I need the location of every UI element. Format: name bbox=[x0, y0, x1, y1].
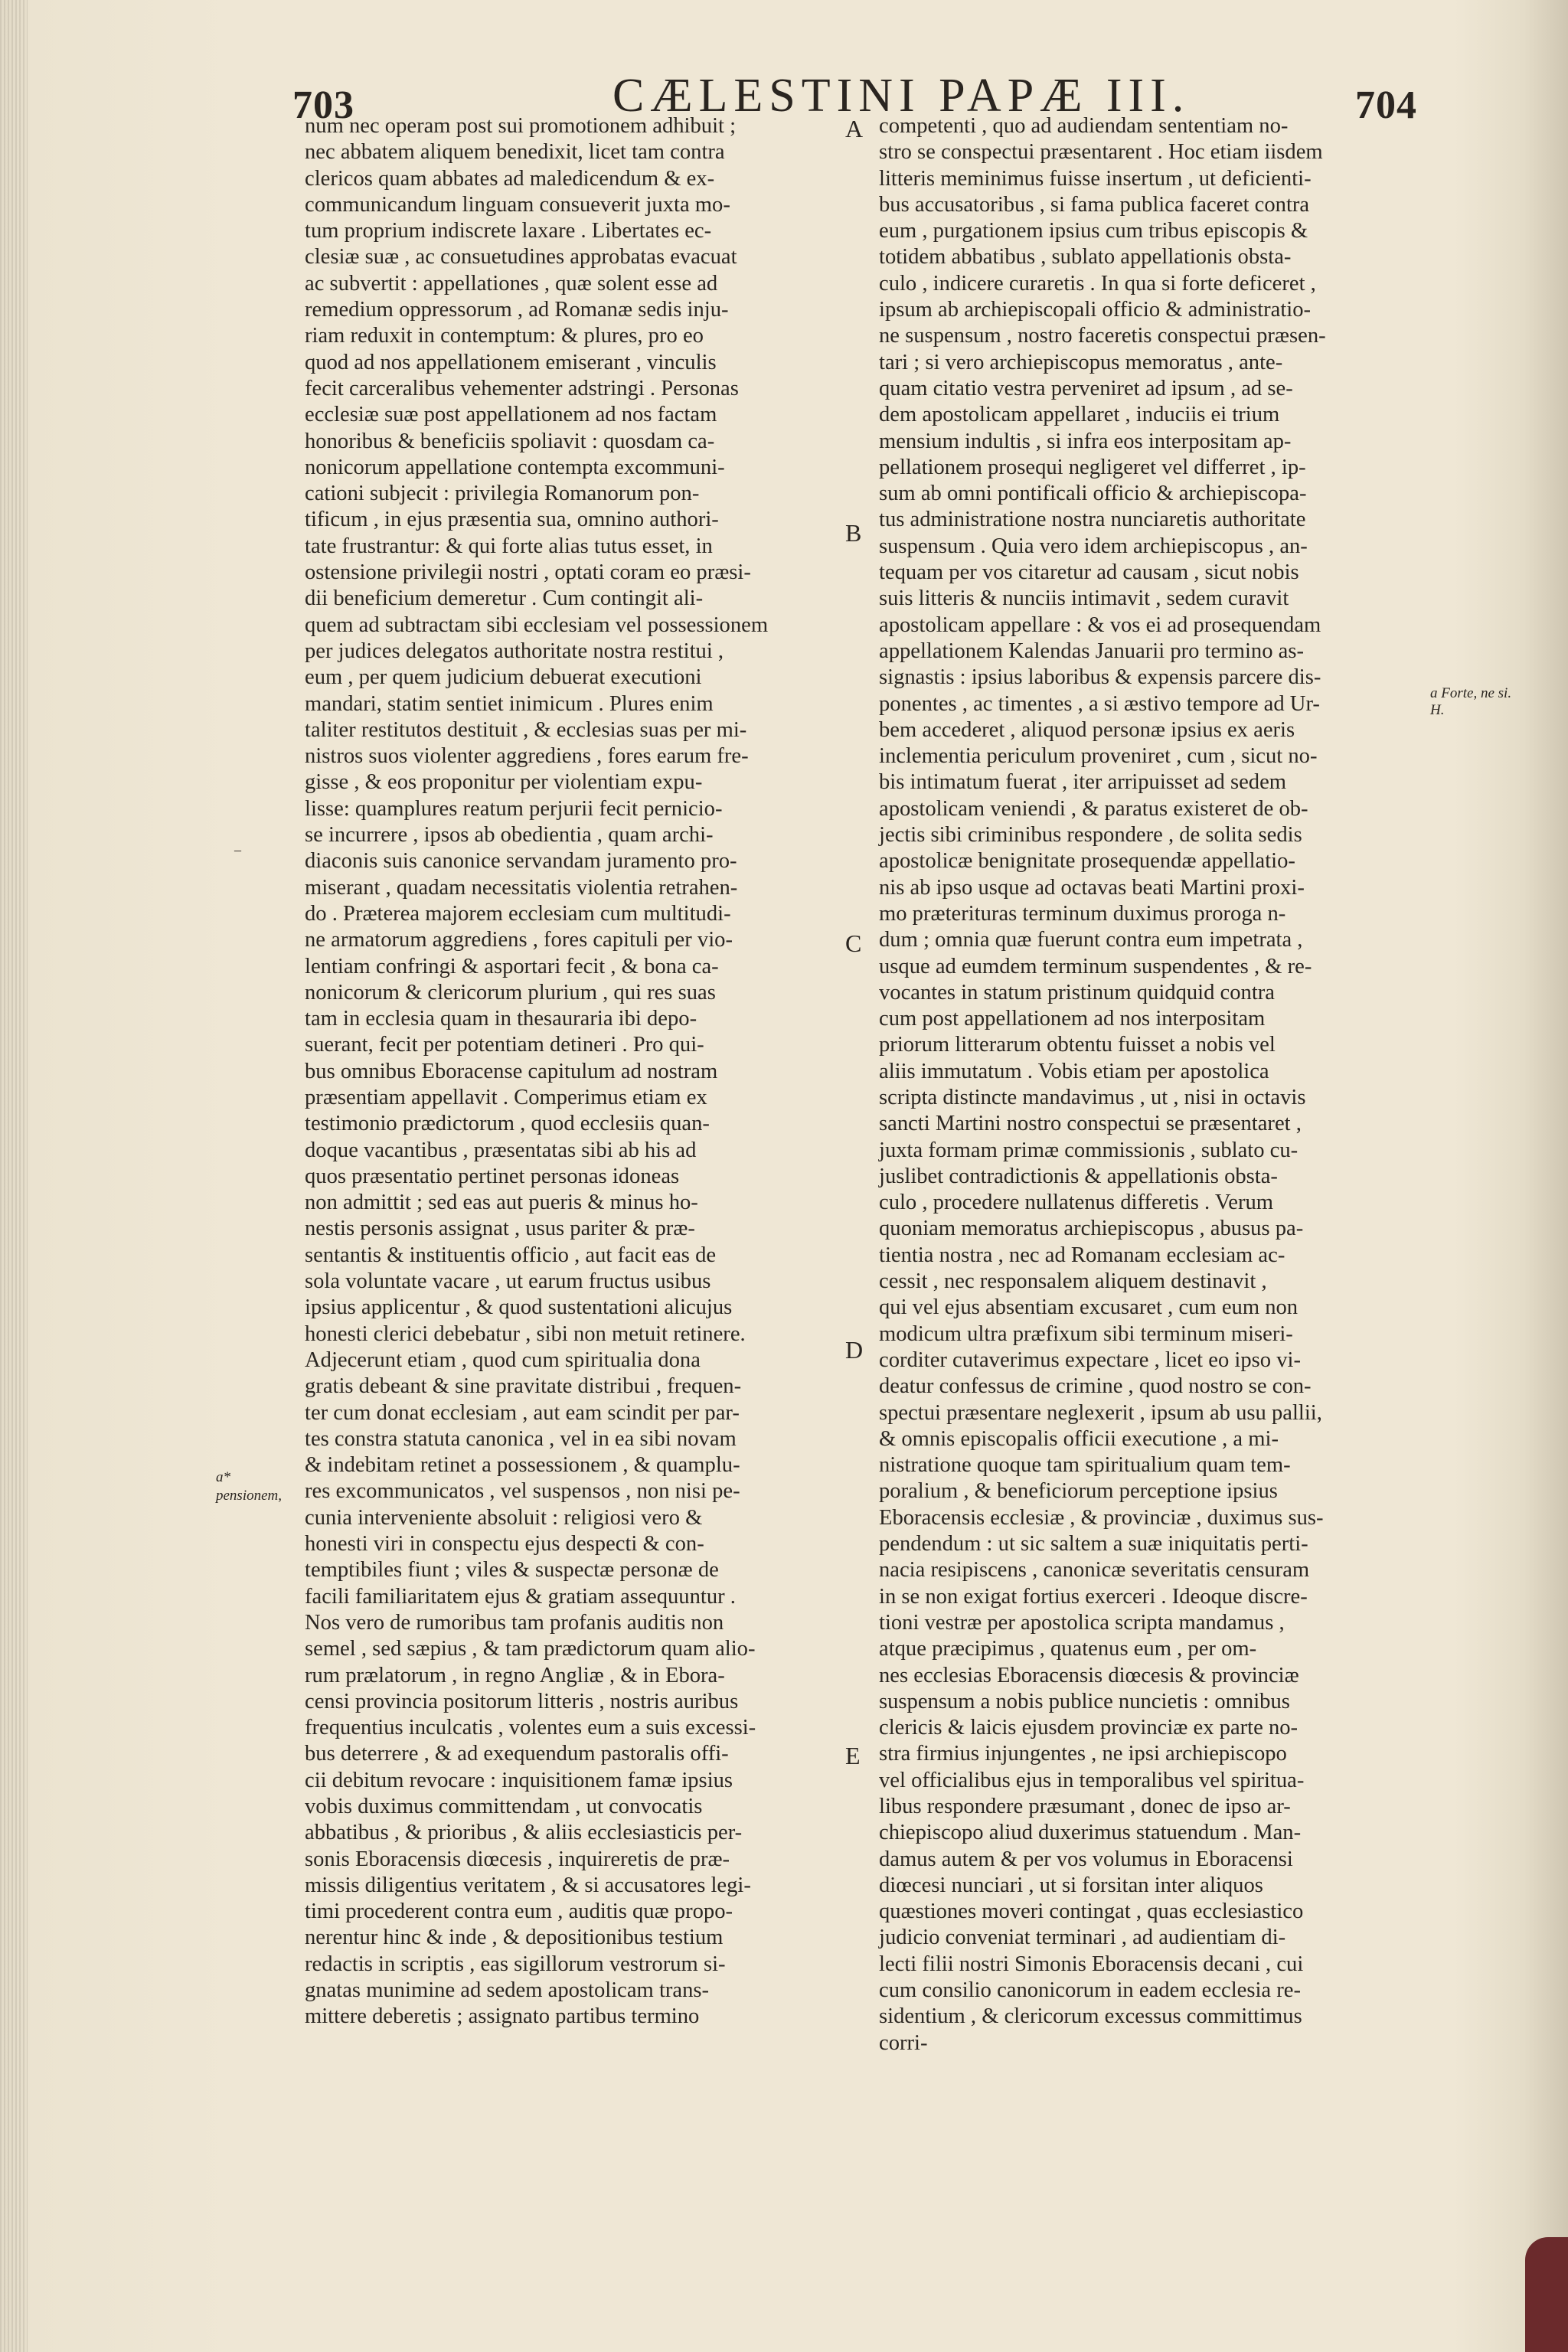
text-line: testimonio prædictorum , quod ecclesiis quan- bbox=[305, 1112, 710, 1136]
text-line: suspensum a nobis publice nuncietis : omnibus bbox=[879, 1689, 1290, 1713]
text-line: nerentur hinc & inde , & depositionibus testium bbox=[305, 1926, 724, 1950]
text-line: missis diligentius veritatem , & si accusatores legi- bbox=[305, 1873, 751, 1897]
section-marker-a: A bbox=[845, 115, 864, 142]
text-line: ipsum ab archiepiscopali officio & administratio- bbox=[879, 298, 1312, 322]
text-line: corri- bbox=[879, 2030, 928, 2055]
text-line: tientia nostra , nec ad Romanam ecclesiam ac- bbox=[879, 1243, 1285, 1267]
text-line: sola voluntate vacare , ut earum fructus usibus bbox=[305, 1269, 711, 1294]
text-line: ostensione privilegii nostri , optati coram eo præsi- bbox=[305, 560, 751, 585]
text-line: jectis sibi criminibus respondere , de solita sedis bbox=[879, 823, 1302, 848]
text-line: nonicorum appellatione contempta excommuni- bbox=[305, 455, 725, 479]
text-line: bem accederet , aliquod personæ ipsius ex aeris bbox=[879, 717, 1295, 742]
page-number-left: 703 bbox=[292, 83, 354, 127]
text-line: tioni vestræ per apostolica scripta mandamus , bbox=[879, 1610, 1285, 1635]
text-line: apostolicam veniendi , & paratus existeret de ob- bbox=[879, 796, 1308, 821]
text-line: gratis debeant & sine pravitate distribui , frequen- bbox=[305, 1374, 742, 1399]
text-line: communicandum linguam consueverit juxta mo- bbox=[305, 192, 730, 217]
text-line: sidentium , & clericorum excessus committimus bbox=[879, 2004, 1302, 2029]
text-line: nes ecclesias Eboracensis diœcesis & provinciæ bbox=[879, 1663, 1299, 1687]
text-line: mo præterituras terminum duximus proroga n- bbox=[879, 901, 1286, 926]
text-line: Eboracensis ecclesiæ , & provinciæ , duximus sus- bbox=[879, 1505, 1324, 1530]
text-line: eum , purgationem ipsius cum tribus episcopis & bbox=[879, 219, 1308, 243]
text-line: inclementia periculum proveniret , cum , sicut no- bbox=[879, 744, 1318, 769]
text-line: gnatas munimine ad sedem apostolicam trans- bbox=[305, 1978, 710, 2003]
text-line: suspensum . Quia vero idem archiepiscopus , an- bbox=[879, 534, 1308, 558]
text-line: taliter restitutos destituit , & ecclesias suas per mi- bbox=[305, 717, 747, 742]
text-line: doque vacantibus , præsentatas sibi ab his ad bbox=[305, 1138, 697, 1162]
text-line: mensium indultis , si infra eos interpositam ap- bbox=[879, 429, 1292, 453]
text-line: tate frustrantur: & qui forte alias tutus esset, in bbox=[305, 534, 713, 558]
text-line: bis intimatum fuerat , iter arripuisset ad sedem bbox=[879, 770, 1287, 795]
text-line: chiepiscopo aliud duxerimus statuendum . Man- bbox=[879, 1821, 1302, 1845]
text-line: nistratione quoque tam spiritualium quam tem- bbox=[879, 1453, 1291, 1478]
text-line: ter cum donat ecclesiam , aut eam scindit per par- bbox=[305, 1400, 740, 1425]
text-line: cationi subjecit : privilegia Romanorum pon- bbox=[305, 482, 700, 506]
text-line: tari ; si vero archiepiscopus memoratus , ante- bbox=[879, 350, 1283, 374]
text-line: bus accusatoribus , si fama publica faceret contra bbox=[879, 192, 1310, 217]
text-line: præsentiam appellavit . Comperimus etiam ex bbox=[305, 1085, 707, 1109]
text-line: tes constra statuta canonica , vel in ea sibi novam bbox=[305, 1426, 737, 1451]
text-line: miserant , quadam necessitatis violentia retrahen- bbox=[305, 875, 738, 900]
text-line: mandari, statim sentiet inimicum . Plures enim bbox=[305, 691, 714, 716]
text-line: res excommunicatos , vel suspensos , non nisi pe- bbox=[305, 1479, 740, 1504]
text-line: competenti , quo ad audiendam sententiam no- bbox=[879, 114, 1289, 138]
text-line: fecit carceralibus vehementer adstringi . Personas bbox=[305, 376, 739, 400]
left-text-column bbox=[305, 113, 864, 2030]
text-line: vobis duximus committendam , ut convocatis bbox=[305, 1795, 703, 1818]
text-line: num nec operam post sui promotionem adhibuit ; bbox=[305, 114, 737, 138]
text-line: qui vel ejus absentiam excusaret , cum eum non bbox=[879, 1295, 1298, 1320]
text-line: priorum litterarum obtentu fuisset a nobis vel bbox=[879, 1033, 1276, 1057]
text-line: diœcesi nunciari , ut si forsitan inter aliquos bbox=[879, 1873, 1263, 1897]
text-line: ipsius applicentur , & quod sustentationi alicujus bbox=[305, 1295, 733, 1320]
text-line: cum consilio canonicorum in eadem ecclesia re- bbox=[879, 1978, 1301, 2003]
text-line: pendendum : ut sic saltem a suæ iniquitatis perti- bbox=[879, 1532, 1308, 1557]
text-line: clericos quam abbates ad maledicendum & ex- bbox=[305, 166, 715, 191]
text-line: scripta distincte mandavimus , ut , nisi in octavis bbox=[879, 1085, 1306, 1109]
text-line: culo , indicere curaretis . In qua si forte deficeret , bbox=[879, 271, 1316, 296]
text-line: damus autem & per vos volumus in Eboracensi bbox=[879, 1847, 1293, 1871]
text-line: diaconis suis canonice servandam juramento pro- bbox=[305, 849, 737, 874]
text-line: suerant, fecit per potentiam detineri . Pro qui- bbox=[305, 1033, 704, 1057]
text-line: lecti filii nostri Simonis Eboracensis decani , cui bbox=[879, 1952, 1304, 1976]
text-line: nec abbatem aliquem benedixit, licet tam contra bbox=[305, 140, 725, 165]
text-line: quos præsentatio pertinet personas idoneas bbox=[305, 1164, 680, 1188]
text-line: temptibiles fiunt ; viles & suspectæ personæ de bbox=[305, 1558, 719, 1583]
text-line: spectui præsentare neglexerit , ipsum ab usu pallii, bbox=[879, 1400, 1322, 1425]
text-line: dum ; omnia quæ fuerunt contra eum impetrata , bbox=[879, 928, 1303, 952]
text-line: sum ab omni pontificali officio & archiepiscopa- bbox=[879, 482, 1307, 506]
text-line: dem apostolicam appellaret , induciis ei trium bbox=[879, 403, 1280, 427]
text-line: tequam per vos citaretur ad causam , sicut nobis bbox=[879, 560, 1299, 585]
text-line: culo , procedere nullatenus differetis . Verum bbox=[879, 1191, 1274, 1215]
text-line: quam citatio vestra perveniret ad ipsum , ad se- bbox=[879, 376, 1293, 400]
text-line: corditer cutaverimus expectare , licet eo ipso vi- bbox=[879, 1348, 1301, 1372]
text-line: se incurrere , ipsos ab obedientia , quam archi- bbox=[305, 823, 714, 848]
margin-tick-mark: – bbox=[234, 842, 241, 858]
text-line: ecclesiæ suæ post appellationem ad nos factam bbox=[305, 403, 717, 427]
text-line: modicum ultra præfixum sibi terminum miseri- bbox=[879, 1321, 1293, 1346]
running-title: CÆLESTINI PAPÆ III. bbox=[612, 70, 1191, 122]
text-line: semel , sed sæpius , & tam prædictorum quam alio- bbox=[305, 1637, 756, 1661]
text-line: tificum , in ejus præsentia sua, omnino authori- bbox=[305, 508, 719, 532]
text-line: apostolicæ benignitate prosequendæ appellatio- bbox=[879, 849, 1295, 874]
page-edge-stack bbox=[0, 0, 28, 2352]
section-marker-e: E bbox=[845, 1742, 861, 1769]
text-line: poralium , & beneficiorum perceptione ipsius bbox=[879, 1479, 1278, 1504]
text-line: eum , per quem judicium debuerat executioni bbox=[305, 665, 702, 690]
text-line: in se non exigat fortius exerceri . Ideoque discre- bbox=[879, 1584, 1308, 1609]
text-line: ne armatorum aggrediens , fores capituli per vio- bbox=[305, 928, 733, 952]
text-line: aliis immutatum . Vobis etiam per apostolica bbox=[879, 1059, 1269, 1083]
text-line: honesti viri in conspectu ejus despecti & con- bbox=[305, 1532, 704, 1557]
text-line: juxta formam primæ commissionis , sublato cu- bbox=[879, 1138, 1298, 1162]
text-line: vel officialibus ejus in temporalibus vel spiritua- bbox=[879, 1768, 1305, 1792]
text-line: Nos vero de rumoribus tam profanis auditis non bbox=[305, 1610, 724, 1635]
right-text-column bbox=[879, 113, 1446, 2056]
text-line: frequentius inculcatis , volentes eum a suis excessi- bbox=[305, 1716, 756, 1740]
text-line: ac subvertit : appellationes , quæ solent esse ad bbox=[305, 271, 718, 296]
text-line: riam reduxit in contemptum: & plures, pro eo bbox=[305, 324, 704, 348]
text-line: rum prælatorum , in regno Angliæ , & in Ebora- bbox=[305, 1663, 725, 1687]
page-number-right: 704 bbox=[1355, 83, 1417, 127]
text-line: nis ab ipso usque ad octavas beati Martini proxi- bbox=[879, 875, 1305, 900]
text-line: litteris meminimus fuisse insertum , ut deficienti- bbox=[879, 166, 1312, 191]
text-line: remedium oppressorum , ad Romanæ sedis inju- bbox=[305, 298, 729, 322]
text-line: apostolicam appellare : & vos ei ad prosequendam bbox=[879, 612, 1321, 637]
text-line: appellationem Kalendas Januarii pro termino as- bbox=[879, 639, 1305, 663]
text-line: do . Præterea majorem ecclesiam cum multitudi- bbox=[305, 901, 731, 926]
text-line: lentiam confringi & asportari fecit , & bona ca- bbox=[305, 954, 719, 978]
text-line: vocantes in statum pristinum quidquid contra bbox=[879, 980, 1275, 1004]
text-line: tum proprium indiscrete laxare . Libertates ec- bbox=[305, 219, 712, 243]
text-line: nacia resipiscens , canonicæ severitatis censuram bbox=[879, 1558, 1310, 1583]
text-line: ne suspensum , nostro faceretis conspectui præsen- bbox=[879, 324, 1326, 348]
text-line: bus omnibus Eboracense capitulum ad nostram bbox=[305, 1059, 718, 1083]
text-line: & indebitam retinet a possessionem , & quamplu- bbox=[305, 1453, 740, 1478]
text-line: quod ad nos appellationem emiserant , vinculis bbox=[305, 350, 717, 374]
text-line: lisse: quamplures reatum perjurii fecit pernicio- bbox=[305, 796, 723, 821]
text-line: & omnis episcopalis officii executione , a mi- bbox=[879, 1426, 1279, 1451]
text-line: nestis personis assignat , usus pariter & præ- bbox=[305, 1217, 695, 1241]
text-line: clesiæ suæ , ac consuetudines approbatas evacuat bbox=[305, 245, 737, 270]
text-line: pellationem prosequi negligeret vel differret , ip- bbox=[879, 455, 1306, 479]
text-line: cunia interveniente absoluit : religiosi vero & bbox=[305, 1505, 703, 1530]
margin-note-left: a* pensionem, bbox=[216, 1469, 283, 1504]
section-marker-d: D bbox=[845, 1336, 864, 1364]
text-line: deatur confessus de crimine , quod nostro se con- bbox=[879, 1374, 1312, 1399]
text-line: judicio conveniat terminari , ad audientiam di- bbox=[879, 1926, 1286, 1950]
text-line: per judices delegatos authoritate nostra restitui , bbox=[305, 639, 724, 663]
text-line: tam in ecclesia quam in thesauraria ibi depo- bbox=[305, 1007, 697, 1031]
text-line: quæstiones moveri contingat , quas ecclesiastico bbox=[879, 1900, 1304, 1924]
text-line: stra firmius injungentes , ne ipsi archiepiscopo bbox=[879, 1742, 1287, 1766]
text-line: quem ad subtractam sibi ecclesiam vel possessionem bbox=[305, 612, 769, 637]
text-line: suis litteris & nunciis intimavit , sedem curavit bbox=[879, 586, 1289, 611]
text-line: honesti clerici debebatur , sibi non metuit retinere. bbox=[305, 1321, 746, 1346]
margin-note-right: a Forte, ne si. H. bbox=[1430, 685, 1512, 718]
section-marker-b: B bbox=[845, 519, 862, 547]
text-line: dii beneficium demeretur . Cum contingit ali- bbox=[305, 586, 704, 611]
text-line: tus administratione nostra nunciaretis authoritate bbox=[879, 508, 1306, 532]
text-line: signastis : ipsius laboribus & expensis parcere dis- bbox=[879, 665, 1321, 690]
text-line: sonis Eboracensis diœcesis , inquireretis de præ- bbox=[305, 1847, 730, 1871]
text-line: totidem abbatibus , sublato appellationis obsta- bbox=[879, 245, 1292, 270]
text-line: nonicorum & clericorum plurium , qui res suas bbox=[305, 980, 716, 1004]
text-line: honoribus & beneficiis spoliavit : quosdam ca- bbox=[305, 429, 715, 453]
text-line: bus deterrere , & ad exequendum pastoralis offi- bbox=[305, 1742, 729, 1766]
text-line: usque ad eumdem terminum suspendentes , & re- bbox=[879, 954, 1312, 978]
text-line: Adjecerunt etiam , quod cum spiritualia dona bbox=[305, 1348, 701, 1372]
text-line: mittere deberetis ; assignato partibus termino bbox=[305, 2004, 700, 2029]
text-line: sancti Martini nostro conspectui se præsentaret , bbox=[879, 1112, 1302, 1136]
text-line: libus respondere præsumant , donec de ipso ar- bbox=[879, 1795, 1291, 1818]
text-line: abbatibus , & prioribus , & aliis ecclesiasticis per- bbox=[305, 1821, 743, 1845]
section-marker-c: C bbox=[845, 929, 862, 957]
text-line: clericis & laicis ejusdem provinciæ ex parte no- bbox=[879, 1716, 1298, 1740]
text-line: cessit , nec responsalem aliquem destinavit , bbox=[879, 1269, 1267, 1294]
text-line: stro se conspectui præsentarent . Hoc etiam iisdem bbox=[879, 140, 1323, 165]
text-line: ponentes , ac timentes , a si æstivo tempore ad Ur- bbox=[879, 691, 1320, 716]
text-line: cii debitum revocare : inquisitionem famæ ipsius bbox=[305, 1768, 733, 1792]
text-line: juslibet contradictionis & appellationis obsta- bbox=[879, 1164, 1278, 1188]
text-line: non admittit ; sed eas aut pueris & minus ho- bbox=[305, 1191, 698, 1215]
text-line: facili familiaritatem ejus & gratiam assequuntur . bbox=[305, 1584, 736, 1609]
text-line: timi procederent contra eum , auditis quæ propo- bbox=[305, 1900, 733, 1924]
text-line: nistros suos violenter aggrediens , fores earum fre- bbox=[305, 744, 749, 769]
binding-corner bbox=[1525, 2237, 1568, 2352]
text-line: redactis in scriptis , eas sigillorum vestrorum si- bbox=[305, 1952, 726, 1976]
text-line: quoniam memoratus archiepiscopus , abusus pa- bbox=[879, 1217, 1304, 1241]
text-line: atque præcipimus , quatenus eum , per om- bbox=[879, 1637, 1257, 1661]
text-line: cum post appellationem ad nos interpositam bbox=[879, 1007, 1266, 1031]
text-line: censi provincia positorum litteris , nostris auribus bbox=[305, 1689, 739, 1713]
text-line: sentantis & instituentis officio , aut facit eas de bbox=[305, 1243, 717, 1267]
text-line: gisse , & eos proponitur per violentiam expu- bbox=[305, 770, 703, 795]
